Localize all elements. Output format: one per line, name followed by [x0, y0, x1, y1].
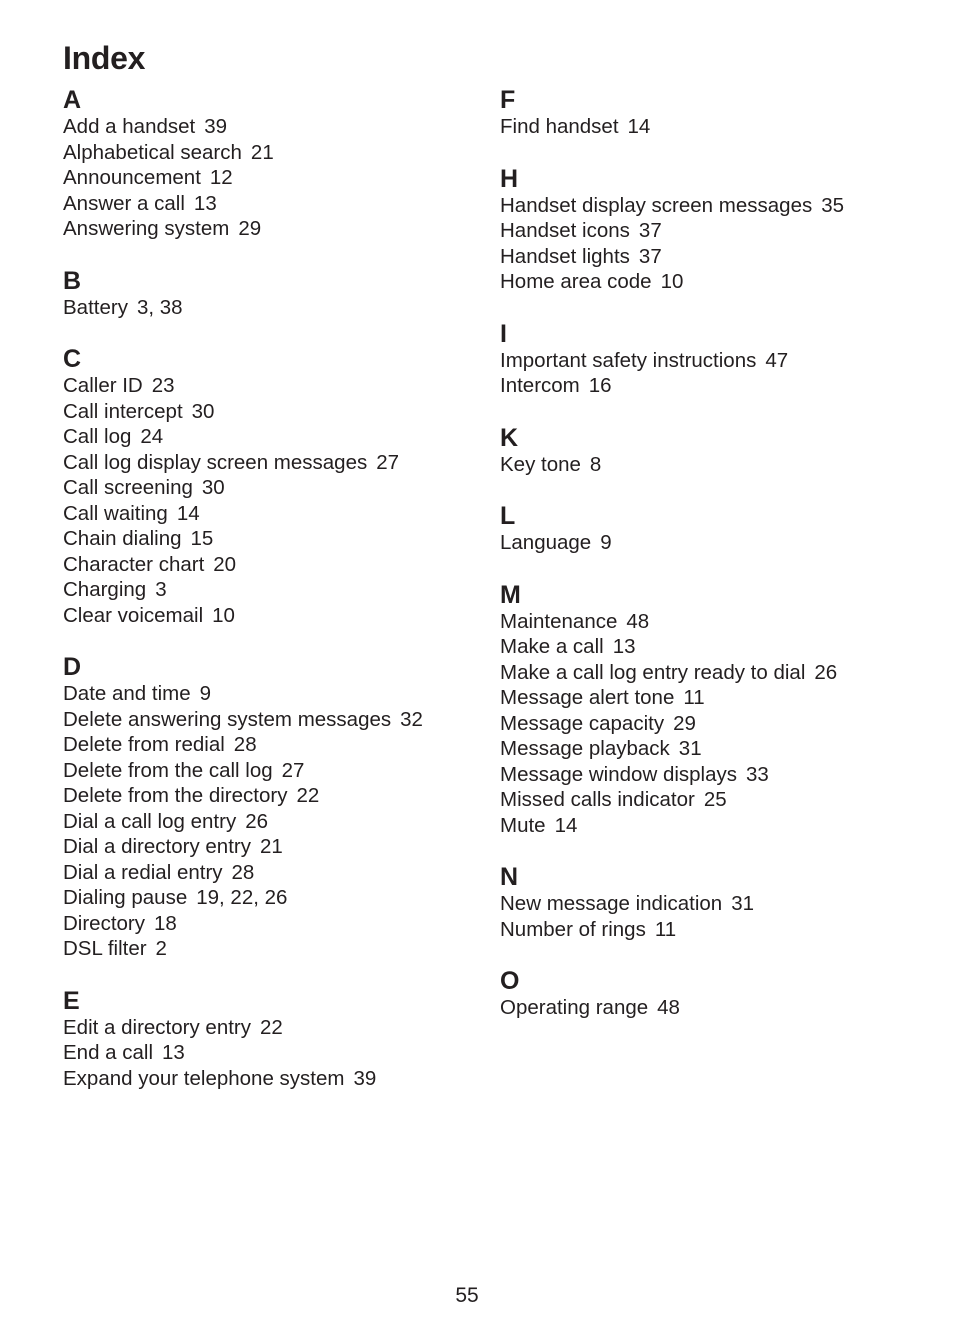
entry-page-refs: 30	[201, 476, 225, 499]
index-entry	[63, 216, 463, 242]
index-entry	[63, 450, 463, 476]
index-entry	[500, 348, 920, 374]
entry-term: Delete from the call log	[63, 758, 273, 782]
index-entry	[63, 707, 463, 733]
entry-page-refs: 14	[627, 115, 651, 138]
entry-term: Add a handset	[63, 115, 196, 138]
entry-term: Clear voicemail	[63, 603, 204, 627]
index-section-k	[500, 424, 920, 478]
index-column-left	[63, 86, 463, 1116]
index-entry	[63, 399, 463, 425]
entry-term: Operating range	[500, 996, 649, 1019]
entry-page-refs: 37	[638, 219, 662, 242]
index-entry	[500, 373, 920, 399]
index-entry	[63, 140, 463, 166]
section-letter: A	[63, 86, 82, 114]
entry-page-refs: 11	[654, 917, 677, 941]
index-entry	[500, 891, 920, 917]
entry-page-refs: 8	[589, 452, 602, 476]
index-entry	[63, 577, 463, 603]
entry-term: Make a call log entry ready to dial	[500, 660, 806, 684]
index-entry	[63, 373, 463, 399]
entry-term: Delete answering system messages	[63, 707, 392, 731]
index-entry	[63, 911, 463, 937]
entry-term: Dial a redial entry	[63, 860, 223, 884]
entry-page-refs: 23	[151, 374, 175, 397]
index-entry	[63, 424, 463, 450]
index-entry	[500, 787, 920, 813]
entry-page-refs: 48	[657, 996, 680, 1019]
index-entry	[63, 783, 463, 809]
entry-term: Home area code	[500, 270, 652, 293]
entry-page-refs: 22	[260, 1015, 283, 1039]
entry-term: Message capacity	[500, 711, 665, 735]
entry-term: Charging	[63, 578, 147, 601]
entry-page-refs: 29	[238, 217, 262, 240]
entry-term: Answering system	[63, 217, 230, 240]
index-entry	[500, 711, 920, 737]
index-section-i	[500, 320, 920, 399]
index-section-e	[63, 987, 463, 1092]
entry-page-refs: 21	[250, 140, 274, 164]
entry-term: Edit a directory entry	[63, 1015, 251, 1039]
entry-page-refs: 16	[588, 374, 612, 397]
entry-term: Answer a call	[63, 191, 185, 215]
index-entry	[63, 295, 463, 321]
section-letter: L	[500, 502, 516, 530]
index-section-c	[63, 345, 463, 628]
entry-term: Expand your telephone system	[63, 1066, 345, 1090]
entry-term: Caller ID	[63, 374, 143, 397]
entry-page-refs: 9	[600, 531, 612, 554]
entry-term: Handset icons	[500, 219, 630, 242]
index-entry	[500, 452, 920, 478]
entry-page-refs: 2	[155, 937, 167, 960]
entry-page-refs: 33	[746, 762, 769, 786]
section-letter: D	[63, 653, 82, 681]
entry-page-refs: 10	[660, 270, 684, 293]
entry-page-refs: 39	[204, 115, 228, 138]
index-entry	[63, 501, 463, 527]
entry-term: Maintenance	[500, 609, 618, 633]
entry-page-refs: 27	[376, 450, 400, 474]
entry-term: Call intercept	[63, 399, 183, 423]
index-entry	[500, 995, 920, 1021]
index-entry	[63, 165, 463, 191]
section-letter: I	[500, 319, 507, 348]
index-entry	[63, 114, 463, 140]
entry-term: Handset display screen messages	[500, 193, 813, 217]
index-entry	[500, 244, 920, 270]
entry-page-refs: 14	[554, 813, 578, 837]
section-letter: E	[63, 986, 80, 1015]
index-entry	[63, 552, 463, 578]
entry-page-refs: 10	[212, 603, 235, 627]
section-letter: H	[500, 164, 519, 193]
entry-term: DSL filter	[63, 937, 147, 960]
entry-term: Delete from redial	[63, 733, 225, 756]
entry-page-refs: 47	[765, 348, 789, 372]
entry-page-refs: 13	[612, 635, 636, 658]
entry-page-refs: 48	[626, 609, 650, 633]
index-entry	[500, 218, 920, 244]
entry-term: Dial a call log entry	[63, 809, 237, 833]
entry-term: Key tone	[500, 452, 581, 476]
entry-page-refs: 22	[296, 784, 320, 807]
index-entry	[63, 885, 463, 911]
entry-page-refs: 3, 38	[136, 295, 183, 319]
index-section-l	[500, 502, 920, 556]
entry-page-refs: 13	[162, 1041, 185, 1064]
entry-term: Alphabetical search	[63, 140, 242, 164]
entry-page-refs: 29	[673, 711, 696, 735]
page-number: 55	[455, 1284, 479, 1307]
index-entry	[500, 530, 920, 556]
entry-page-refs: 27	[281, 758, 305, 782]
entry-term: Number of rings	[500, 917, 646, 941]
entry-page-refs: 18	[154, 911, 177, 935]
index-section-f	[500, 86, 920, 140]
index-entry	[500, 269, 920, 295]
index-entry	[63, 732, 463, 758]
entry-page-refs: 24	[140, 425, 164, 448]
entry-page-refs: 21	[259, 835, 283, 858]
index-entry	[63, 860, 463, 886]
index-entry	[63, 936, 463, 962]
section-letter: C	[63, 345, 82, 373]
entry-term: Language	[500, 531, 592, 554]
entry-page-refs: 35	[821, 193, 845, 217]
entry-term: Battery	[63, 295, 128, 319]
entry-page-refs: 15	[190, 527, 214, 550]
page-title: Index	[63, 40, 146, 76]
index-entry	[500, 609, 920, 635]
entry-term: Call log	[63, 425, 132, 448]
entry-term: Call waiting	[63, 501, 168, 525]
index-column-right	[500, 86, 920, 1046]
index-entry	[63, 1040, 463, 1066]
entry-term: Delete from the directory	[63, 784, 288, 807]
index-entry	[500, 813, 920, 839]
entry-term: Call screening	[63, 476, 193, 499]
index-section-m	[500, 581, 920, 839]
index-section-h	[500, 165, 920, 295]
index-entry	[63, 1066, 463, 1092]
index-entry	[500, 634, 920, 660]
entry-page-refs: 37	[638, 244, 662, 268]
entry-term: Date and time	[63, 682, 191, 705]
section-letter: M	[500, 580, 521, 609]
index-entry	[500, 762, 920, 788]
entry-page-refs: 31	[678, 737, 702, 760]
entry-page-refs: 30	[191, 399, 215, 423]
index-section-d	[63, 653, 463, 962]
entry-page-refs: 39	[353, 1066, 377, 1090]
index-entry	[500, 660, 920, 686]
entry-page-refs: 32	[400, 707, 423, 731]
entry-page-refs: 13	[193, 191, 217, 215]
section-letter: B	[63, 266, 82, 295]
entry-term: Important safety instructions	[500, 348, 757, 372]
entry-term: End a call	[63, 1041, 154, 1064]
entry-page-refs: 12	[209, 166, 233, 189]
index-entry	[63, 1015, 463, 1041]
entry-page-refs: 19, 22, 26	[196, 886, 288, 909]
index-entry	[63, 191, 463, 217]
entry-term: Dialing pause	[63, 886, 188, 909]
entry-page-refs: 9	[199, 682, 212, 705]
index-section-b	[63, 267, 463, 321]
index-section-n	[500, 863, 920, 942]
index-entry	[63, 475, 463, 501]
entry-page-refs: 25	[703, 788, 727, 811]
section-letter: N	[500, 863, 519, 891]
section-letter: O	[500, 967, 520, 995]
index-section-a	[63, 86, 463, 242]
entry-term: Make a call	[500, 635, 604, 658]
entry-term: Call log display screen messages	[63, 450, 368, 474]
entry-page-refs: 3	[155, 578, 167, 601]
entry-term: Message window displays	[500, 762, 738, 786]
entry-term: Missed calls indicator	[500, 788, 695, 811]
entry-term: Directory	[63, 911, 146, 935]
entry-term: Find handset	[500, 115, 619, 138]
index-entry	[63, 758, 463, 784]
index-entry	[500, 685, 920, 711]
index-entry	[63, 681, 463, 707]
entry-page-refs: 28	[231, 860, 255, 884]
entry-term: Character chart	[63, 552, 205, 576]
index-entry	[500, 114, 920, 140]
section-letter: K	[500, 423, 519, 452]
entry-page-refs: 28	[233, 733, 257, 756]
entry-term: New message indication	[500, 892, 723, 915]
index-entry	[63, 526, 463, 552]
entry-term: Chain dialing	[63, 527, 182, 550]
index-entry	[500, 917, 920, 943]
entry-page-refs: 14	[176, 501, 200, 525]
index-section-o	[500, 967, 920, 1021]
entry-page-refs: 20	[213, 552, 237, 576]
entry-term: Dial a directory entry	[63, 835, 251, 858]
index-entry	[500, 736, 920, 762]
entry-page-refs: 11	[683, 686, 705, 709]
entry-page-refs: 26	[245, 809, 269, 833]
entry-term: Intercom	[500, 374, 580, 397]
entry-term: Message playback	[500, 737, 670, 760]
entry-term: Handset lights	[500, 244, 630, 268]
index-entry	[63, 834, 463, 860]
entry-term: Announcement	[63, 166, 201, 189]
entry-page-refs: 31	[731, 892, 755, 915]
entry-term: Message alert tone	[500, 686, 675, 709]
index-entry	[500, 193, 920, 219]
entry-page-refs: 26	[814, 660, 838, 684]
entry-term: Mute	[500, 813, 546, 837]
index-entry	[63, 603, 463, 629]
index-entry	[63, 809, 463, 835]
section-letter: F	[500, 86, 516, 114]
